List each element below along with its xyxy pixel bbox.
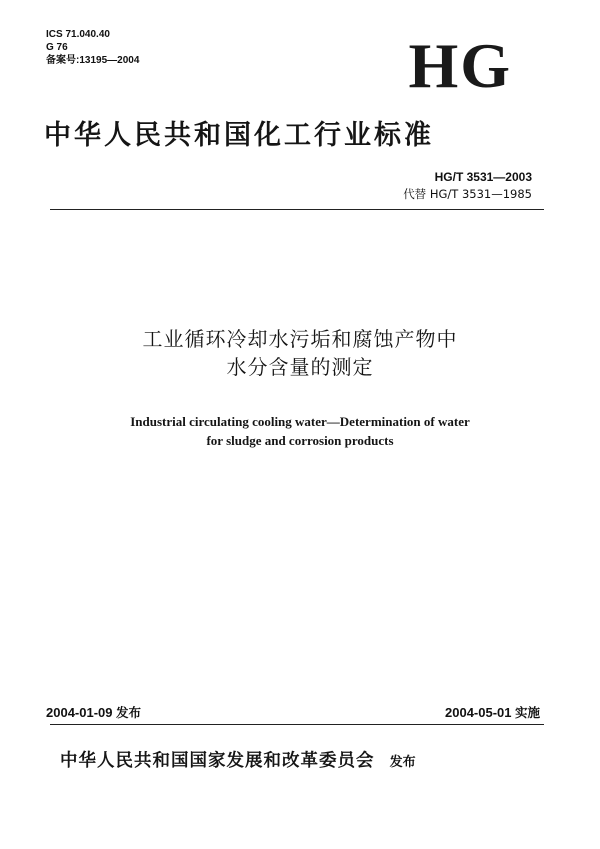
issuer-block (60, 747, 416, 772)
classification-block (46, 28, 139, 67)
classification-code: G 76 (46, 42, 68, 53)
top-divider (50, 209, 544, 210)
issue-label: 发布 (115, 706, 141, 720)
issuing-authority: 中华人民共和国国家发展和改革委员会 (60, 751, 375, 771)
standard-number-block (403, 169, 532, 203)
ics-code: ICS 71.040.40 (46, 29, 110, 40)
replaces-standard: 代替 HG/T 3531—1985 (403, 187, 532, 201)
chinese-title-line-2: 水分含量的测定 (226, 355, 374, 379)
record-number: 备案号:13195—2004 (46, 55, 140, 66)
industry-standard-title: 中华人民共和国化工行业标准 (44, 120, 434, 151)
english-title-line-1: Industrial circulating cooling water—Determination of water (130, 414, 470, 429)
issue-date-block (46, 703, 141, 721)
standard-code: HG/T 3531—2003 (434, 170, 532, 184)
hg-logo: HG (408, 30, 512, 101)
issue-date: 2004-01-09 (46, 705, 113, 720)
effective-date: 2004-05-01 (445, 705, 512, 720)
bottom-divider (50, 724, 544, 725)
effective-label: 实施 (514, 706, 540, 720)
effective-date-block (445, 703, 540, 721)
english-title-line-2: for sludge and corrosion products (206, 433, 394, 448)
english-title (0, 412, 600, 450)
chinese-title-line-1: 工业循环冷却水污垢和腐蚀产物中 (142, 327, 458, 351)
publish-label: 发布 (389, 755, 416, 770)
chinese-title (0, 325, 600, 381)
